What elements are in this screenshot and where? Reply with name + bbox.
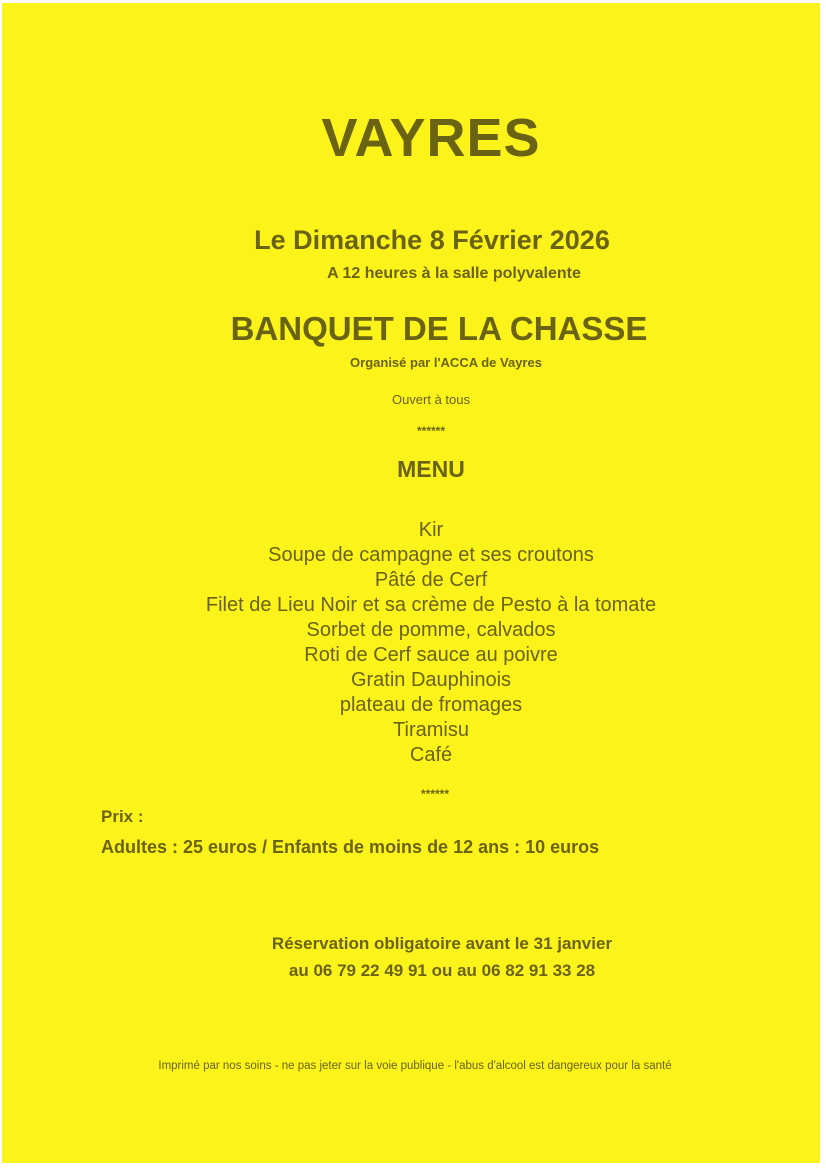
separator-top: ****** <box>416 424 446 438</box>
flyer-sheet <box>2 3 820 1163</box>
menu-list <box>2 518 820 768</box>
menu-item: plateau de fromages <box>339 694 523 716</box>
menu-item: Gratin Dauphinois <box>350 669 512 691</box>
menu-item: Soupe de campagne et ses croutons <box>268 544 594 566</box>
footer-disclaimer: Imprimé par nos soins - ne pas jeter sur la voie publique - l'abus d'alcool est dangereux pour la santé <box>158 1060 672 1072</box>
event-date: Le Dimanche 8 Février 2026 <box>254 225 610 255</box>
menu-item: Kir <box>418 519 444 541</box>
menu-item: Pâté de Cerf <box>374 569 488 591</box>
event-title: BANQUET DE LA CHASSE <box>230 310 648 347</box>
separator-bottom: ****** <box>420 787 450 801</box>
price-details: Adultes : 25 euros / Enfants de moins de 12 ans : 10 euros <box>101 837 600 857</box>
price-label: Prix : <box>101 807 144 826</box>
menu-item: Café <box>409 744 453 766</box>
event-time-place: A 12 heures à la salle polyvalente <box>327 265 581 282</box>
phone-numbers: au 06 79 22 49 91 ou au 06 82 91 33 28 <box>288 961 596 980</box>
open-to-all-note: Ouvert à tous <box>391 392 471 407</box>
menu-item: Tiramisu <box>393 719 469 741</box>
menu-item: Roti de Cerf sauce au poivre <box>304 644 558 666</box>
organizer-note: Organisé par l'ACCA de Vayres <box>350 355 542 370</box>
menu-item: Sorbet de pomme, calvados <box>306 619 556 641</box>
menu-item: Filet de Lieu Noir et sa crème de Pesto à la tomate <box>205 594 657 616</box>
reservation-note: Réservation obligatoire avant le 31 janvier <box>271 934 613 953</box>
town-title: VAYRES <box>321 108 541 168</box>
menu-heading: MENU <box>397 456 465 482</box>
